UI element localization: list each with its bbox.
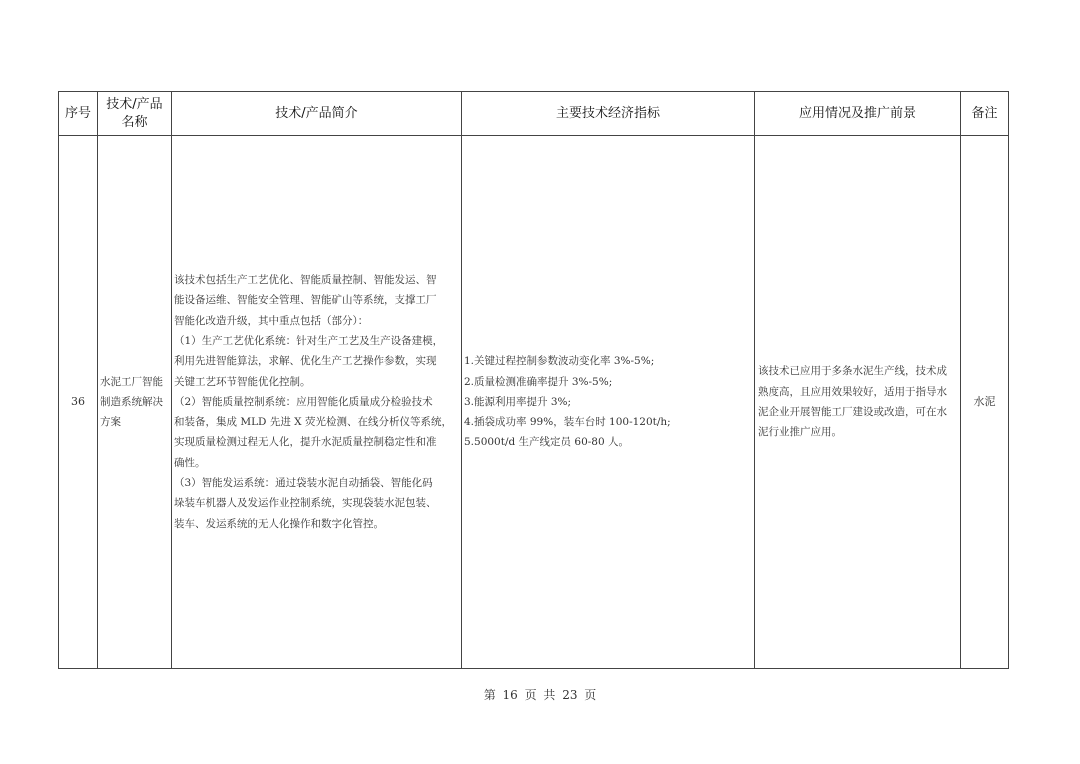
page-number-footer: 第 16 页 共 23 页 bbox=[483, 688, 597, 702]
row-product-intro: 该技术包括生产工艺优化、智能质量控制、智能发运、智 能设备运维、智能安全管理、智能矿山等系统，支撑工厂 智能化改造升级，其中重点包括（部分）： （1）生产工艺优化系统：针对生产工艺及生产设备建模， 利用先进智能算法，求解、优化生产工艺操作参数，实现 关键工艺环节智能优化控制。 （2）智能质量控制系统：应用智能化质量成分检验技术 和装备，集成 MLD 先进 X 荧光检测、在线分析仪等系统， 实现质量检测过程无人化，提升水泥质量控制稳定性和准 确性。 （3）智能发运系统：通过袋装水泥自动插袋、智能化码 垛装车机器人及发运作业控制系统，实现袋装水泥包装、 装车、发运系统的无人化操作和数字化管控。 bbox=[172, 136, 462, 669]
row-application-prospects: 该技术已应用于多条水泥生产线，技术成 熟度高，且应用效果较好，适用于指导水 泥企业开展智能工厂建设或改造，可在水 泥行业推广应用。 bbox=[755, 136, 961, 669]
row-note: 水泥 bbox=[961, 136, 1009, 669]
row-number: 36 bbox=[59, 136, 98, 669]
header-name: 技术/产品 名称 bbox=[98, 92, 172, 136]
header-number: 序号 bbox=[59, 92, 98, 136]
row-technical-metrics: 1.关键过程控制参数波动变化率 3%-5%; 2.质量检测准确率提升 3%-5%; 3.能源利用率提升 3%; 4.插袋成功率 99%，装车台时 100-120t/h; 5.5000t/d 生产线定员 60-80 人。 bbox=[462, 136, 755, 669]
header-intro: 技术/产品简介 bbox=[172, 92, 462, 136]
technology-table bbox=[58, 91, 1009, 669]
row-product-name: 水泥工厂智能 制造系统解决 方案 bbox=[98, 136, 172, 669]
header-metrics: 主要技术经济指标 bbox=[462, 92, 755, 136]
table-row bbox=[59, 136, 1009, 669]
header-application: 应用情况及推广前景 bbox=[755, 92, 961, 136]
header-note: 备注 bbox=[961, 92, 1009, 136]
table-header-row bbox=[59, 92, 1009, 136]
